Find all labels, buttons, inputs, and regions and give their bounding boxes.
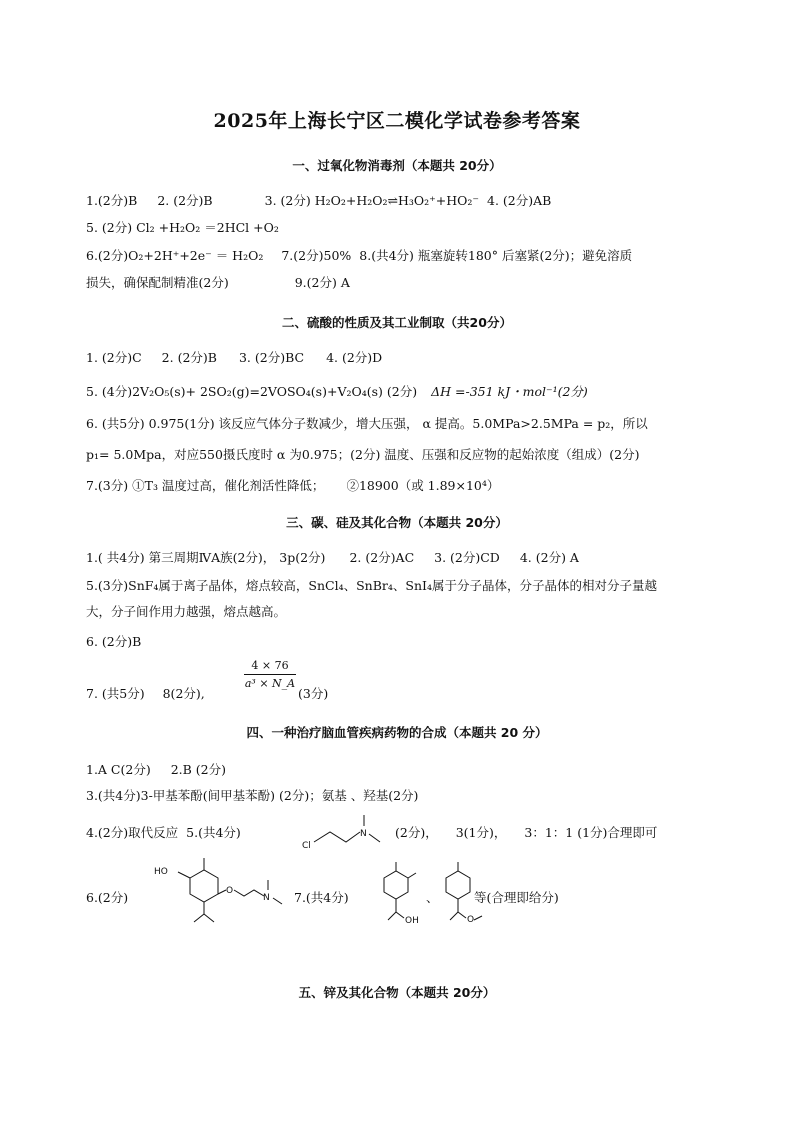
answer-line: 、 bbox=[426, 890, 439, 905]
atom-label-cl: Cl bbox=[302, 841, 311, 851]
density-formula: $\frac{4 \times 76}{\text{a³ × N\_A}}$ bbox=[244, 659, 296, 690]
section-4-heading: 四、一种治疗脑血管疾病药物的合成（本题共 20 分） bbox=[246, 725, 548, 740]
answer-line: 1.( 共4分) 第三周期ⅣA族(2分)， 3p(2分) 2. (2分)AC 3. (2分)CD 4. (2分) A bbox=[86, 550, 579, 565]
answer-line: 7. (共5分) 8(2分), bbox=[86, 686, 205, 701]
answer-line: 1.(2分)B 2. (2分)B 3. (2分) H₂O₂+H₂O₂⇌H₃O₂⁺+HO₂⁻ 4. (2分)AB bbox=[86, 193, 552, 208]
answer-line: (2分)， 3(1分)， 3：1：1 (1分)合理即可 bbox=[395, 825, 658, 840]
answer-line: 等(合理即给分) bbox=[474, 890, 559, 905]
answer-line: 大，分子间作用力越强，熔点越高。 bbox=[86, 604, 287, 619]
answer-line: 1. (2分)C 2. (2分)B 3. (2分)BC 4. (2分)D bbox=[86, 350, 383, 365]
answer-line: p₁= 5.0Mpa，对应550摄氏度时 α 为0.975；(2分) 温度、压强和反应物的起始浓度（组成）(2分) bbox=[86, 447, 640, 462]
atom-label-n: N bbox=[263, 893, 270, 903]
answer-line: 5. (4分)2V₂O₅(s)+ 2SO₂(g)=2VOSO₄(s)+V₂O₄(s) (2分) ΔH =-351 kJ・mol⁻¹(2分) bbox=[86, 384, 588, 399]
chloroethyl-dimethylamine-structure bbox=[300, 812, 390, 852]
answer-line: 6.(2分) bbox=[86, 890, 129, 905]
answer-line: 4.(2分)取代反应 5.(共4分) bbox=[86, 825, 241, 840]
answer-line: 7.(共4分) bbox=[294, 890, 349, 905]
answer-line: 6. (共5分) 0.975(1分) 该反应气体分子数减少，增大压强， α 提高。5.0MPa>2.5MPa = p₂，所以 bbox=[86, 416, 648, 431]
answer-line: 损失，确保配制精准(2分) 9.(2分) A bbox=[86, 275, 350, 290]
section-2-heading: 二、硫酸的性质及其工业制取（共20分） bbox=[282, 315, 512, 330]
answer-line: 6.(2分)O₂+2H⁺+2e⁻ ＝ H₂O₂ 7.(2分)50% 8.(共4分) 瓶塞旋转180° 后塞紧(2分)；避免溶质 bbox=[86, 248, 633, 263]
answer-line: 7.(3分) ①T₃ 温度过高，催化剂活性降低； ②18900（或 1.89×10⁴） bbox=[86, 478, 500, 493]
answer-line: 5. (2分) Cl₂ +H₂O₂ ＝2HCl +O₂ bbox=[86, 220, 279, 235]
atom-label-oh: OH bbox=[405, 916, 419, 926]
page-title: 2025年上海长宁区二模化学试卷参考答案 bbox=[213, 110, 581, 132]
answer-line: 1.A C(2分) 2.B (2分) bbox=[86, 762, 226, 777]
atom-label-ho: HO bbox=[154, 867, 168, 877]
atom-label-n: N bbox=[360, 829, 367, 839]
atom-label-o: O bbox=[226, 886, 234, 896]
section-1-heading: 一、过氧化物消毒剂（本题共 20分） bbox=[292, 158, 502, 173]
answer-line: 5.(3分)SnF₄属于离子晶体，熔点较高，SnCl₄、SnBr₄、SnI₄属于分子晶体，分子晶体的相对分子量越 bbox=[86, 578, 657, 593]
section-5-heading: 五、锌及其化合物（本题共 20分） bbox=[298, 985, 496, 1000]
atom-label-o: O bbox=[467, 915, 475, 925]
answer-line: 6. (2分)B bbox=[86, 634, 142, 649]
isomer-structure-1 bbox=[374, 860, 434, 940]
drug-product-structure bbox=[150, 856, 290, 942]
answer-line: 3.(共4分)3-甲基苯酚(间甲基苯酚) (2分)；氨基 、羟基(2分) bbox=[86, 788, 419, 803]
answer-line: (3分) bbox=[298, 686, 329, 701]
section-3-heading: 三、碳、硅及其化合物（本题共 20分） bbox=[286, 515, 508, 530]
